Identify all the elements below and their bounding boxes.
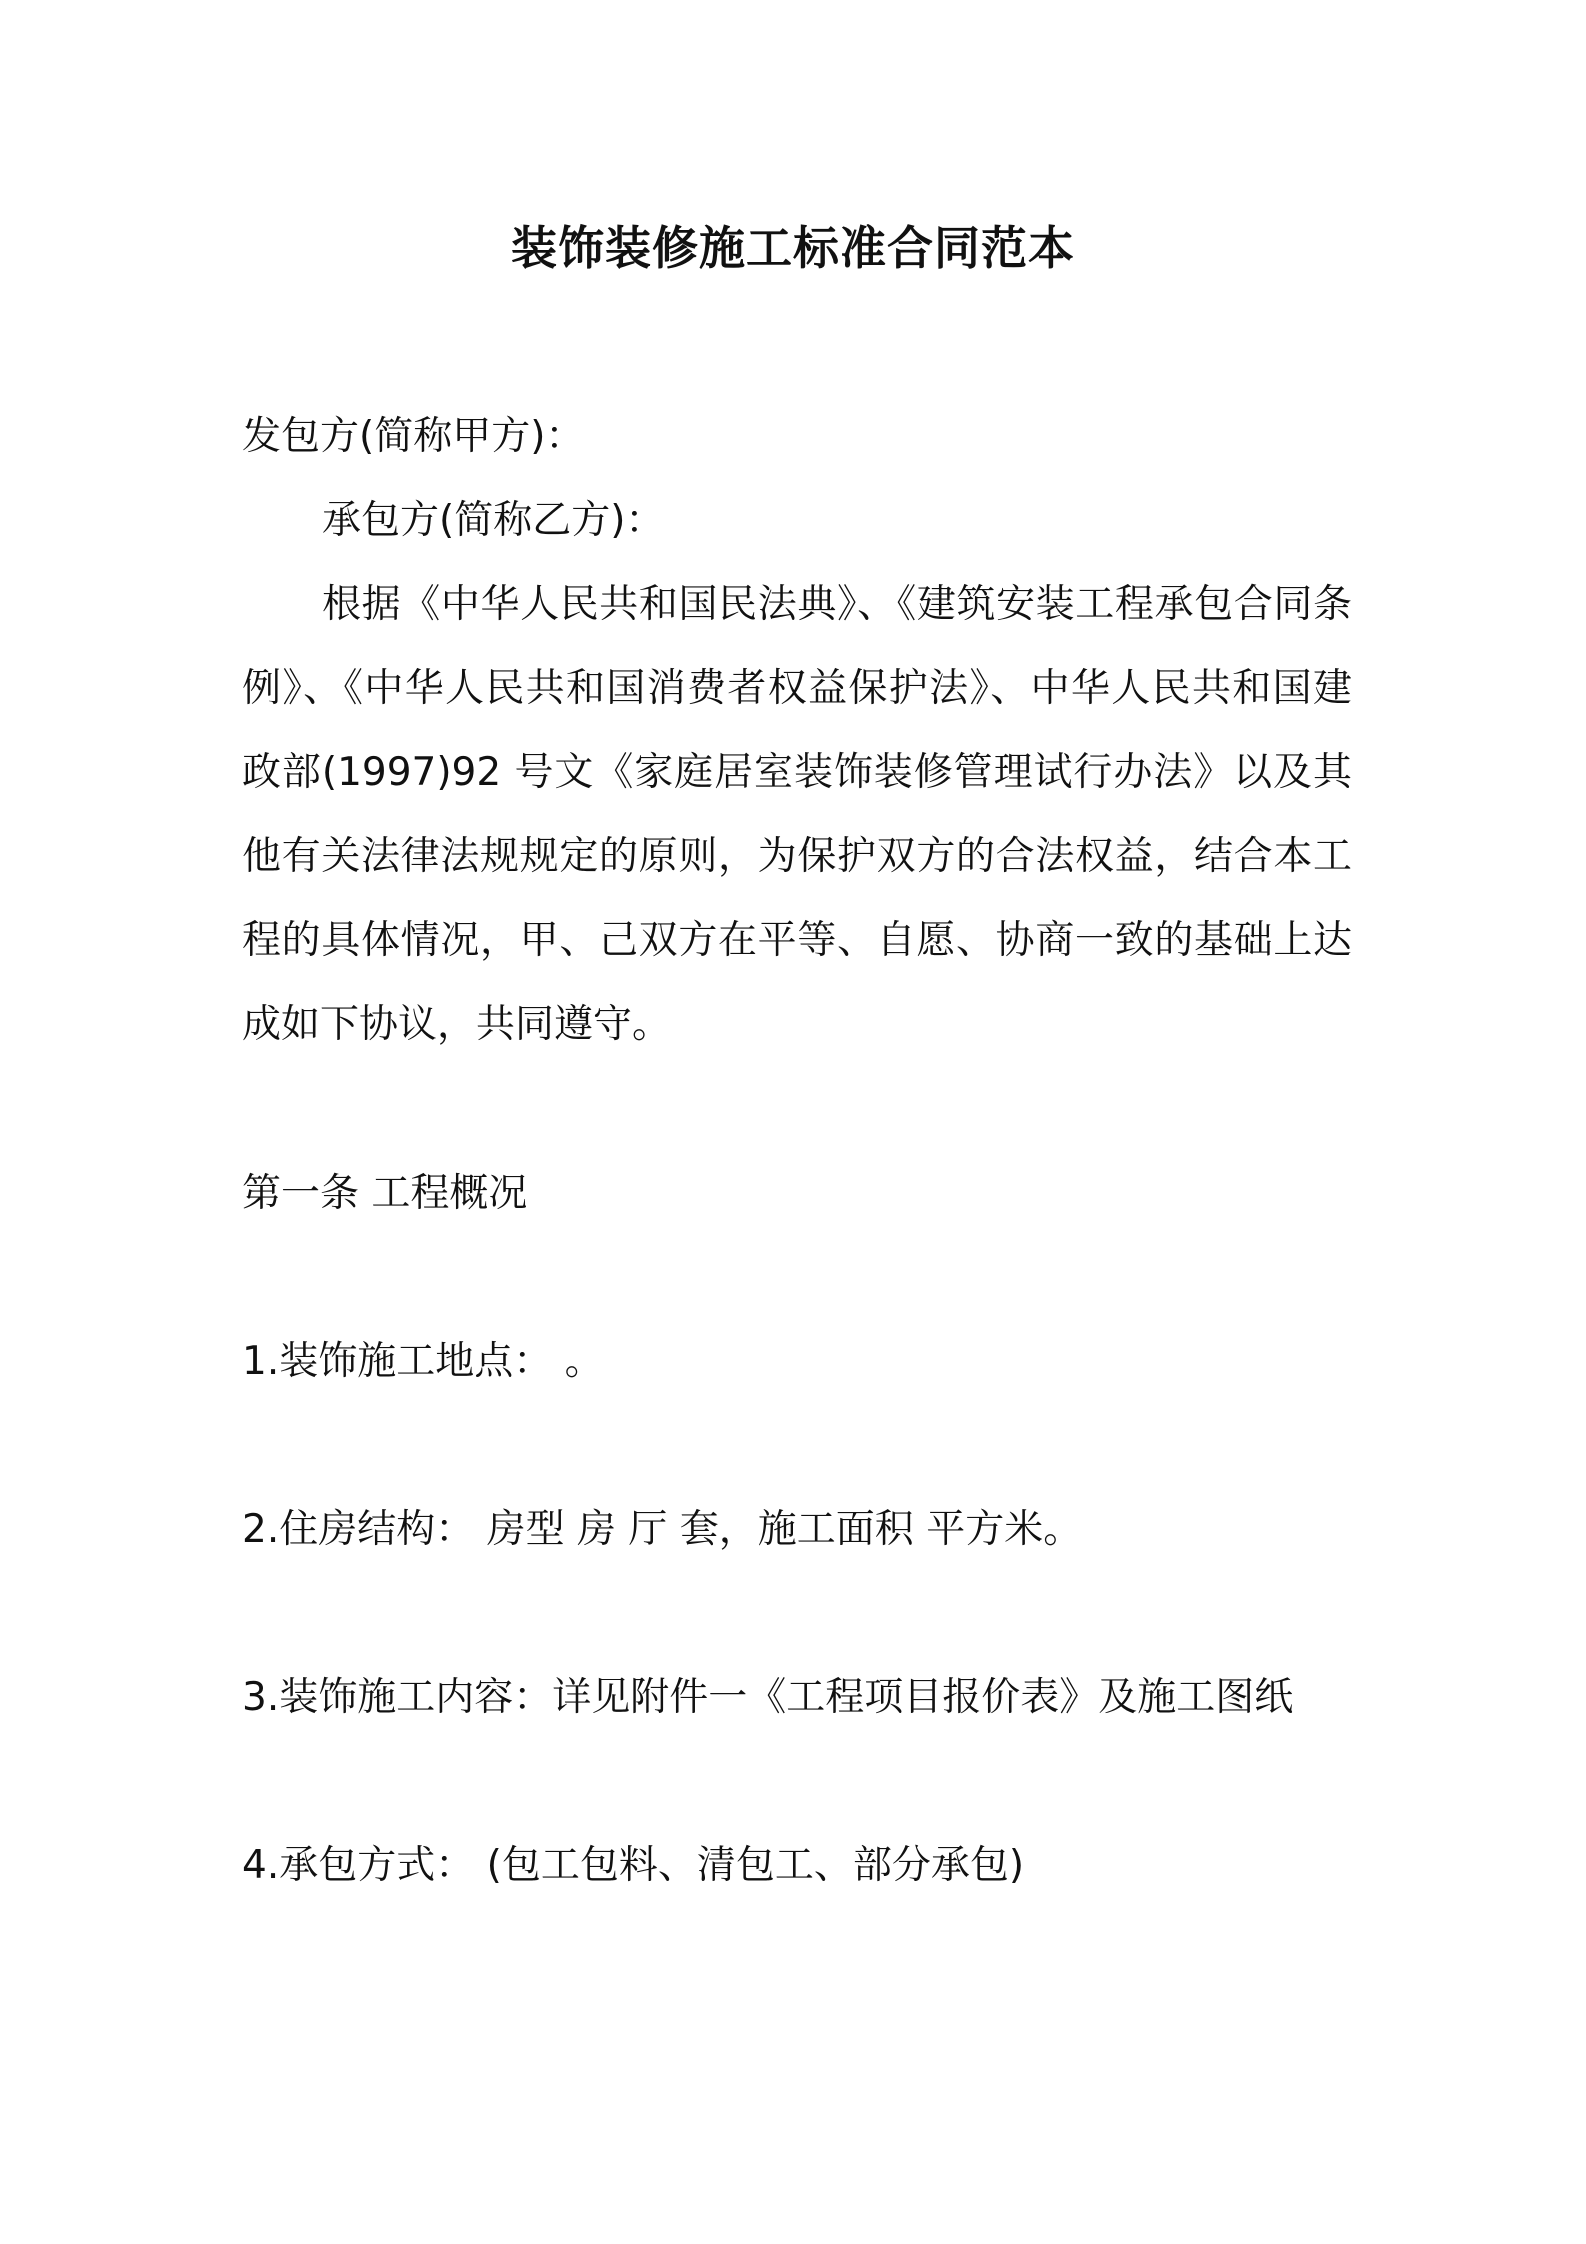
article-1-item-4: 4.承包方式： (包工包料、清包工、部分承包): [242, 1843, 1025, 1888]
party-b-line: 承包方(简称乙方)：: [322, 498, 665, 543]
preamble-paragraph: 根据《中华人民共和国民法典》、《建筑安装工程承包合同条例》、《中华人民共和国消费者权益保护法》、中华人民共和国建政部(1997)92 号文《家庭居室装饰装修管理试行办法》以及其他有关法律法规规定的原则，为保护双方的合法权益，结合本工程的具体情况，甲、己双方在平等、自愿、协商一致的基础上达成如下协议，共同遵守。: [242, 582, 1352, 1047]
article-1-item-3: 3.装饰施工内容：详见附件一《工程项目报价表》及施工图纸: [242, 1675, 1294, 1720]
party-a-line: 发包方(简称甲方)：: [242, 414, 585, 459]
article-1-item-1: 1.装饰施工地点： 。: [242, 1339, 604, 1384]
article-1-item-2: 2.住房结构： 房型 房 厅 套，施工面积 平方米。: [242, 1507, 1083, 1552]
document-title: 装饰装修施工标准合同范本: [511, 221, 1075, 275]
article-1-heading: 第一条 工程概况: [242, 1171, 528, 1216]
